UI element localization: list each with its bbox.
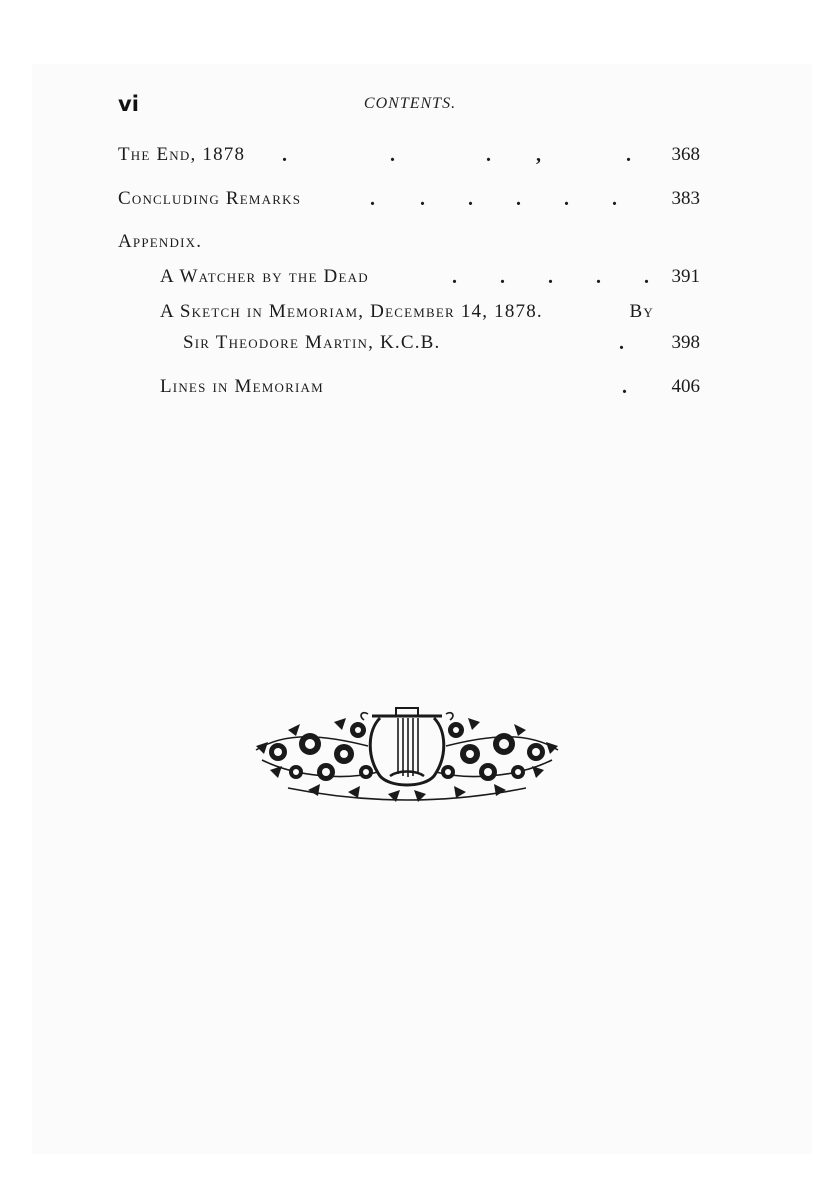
- toc-entry-title: A Watcher by the Dead: [160, 266, 369, 287]
- toc-page-number: 383: [671, 188, 700, 209]
- page-sheet: [32, 64, 812, 1154]
- page-numeral: vi: [118, 92, 139, 116]
- toc-page-number: 398: [671, 332, 700, 353]
- toc-entry-title: A Sketch in Memoriam, December 14, 1878.: [160, 301, 543, 322]
- toc-entry-sir-theodore-martin[interactable]: [183, 331, 700, 355]
- toc-entry-watcher-by-the-dead[interactable]: [160, 265, 700, 289]
- toc-entry-title: Lines in Memoriam: [160, 376, 324, 397]
- running-title: CONTENTS.: [363, 95, 457, 112]
- leader-dots: . . . . .: [452, 266, 651, 288]
- toc-entry-the-end[interactable]: [118, 143, 700, 167]
- toc-entry-continuation: By: [629, 301, 654, 322]
- toc-page-number: 391: [671, 266, 700, 287]
- toc-entry-lines-in-memoriam[interactable]: [160, 375, 700, 399]
- toc-entry-concluding-remarks[interactable]: [118, 187, 700, 211]
- toc-entry-sketch-in-memoriam[interactable]: [160, 300, 700, 324]
- toc-entry-title: Sir Theodore Martin, K.C.B.: [183, 332, 441, 353]
- leader-dots: . . . , .: [282, 144, 633, 166]
- leader-dots: . . . . . .: [370, 188, 619, 210]
- leader-dots: .: [622, 376, 629, 398]
- toc-page-number: 406: [671, 376, 700, 397]
- toc-page-number: 368: [671, 144, 700, 165]
- toc-entry-title: The End, 1878: [118, 144, 246, 165]
- lyre-floral-ornament-icon: [248, 700, 566, 806]
- leader-dots: .: [619, 332, 626, 354]
- toc-entry-title: Appendix.: [118, 231, 203, 252]
- toc-entry-appendix[interactable]: [118, 230, 700, 254]
- toc-entry-title: Concluding Remarks: [118, 188, 302, 209]
